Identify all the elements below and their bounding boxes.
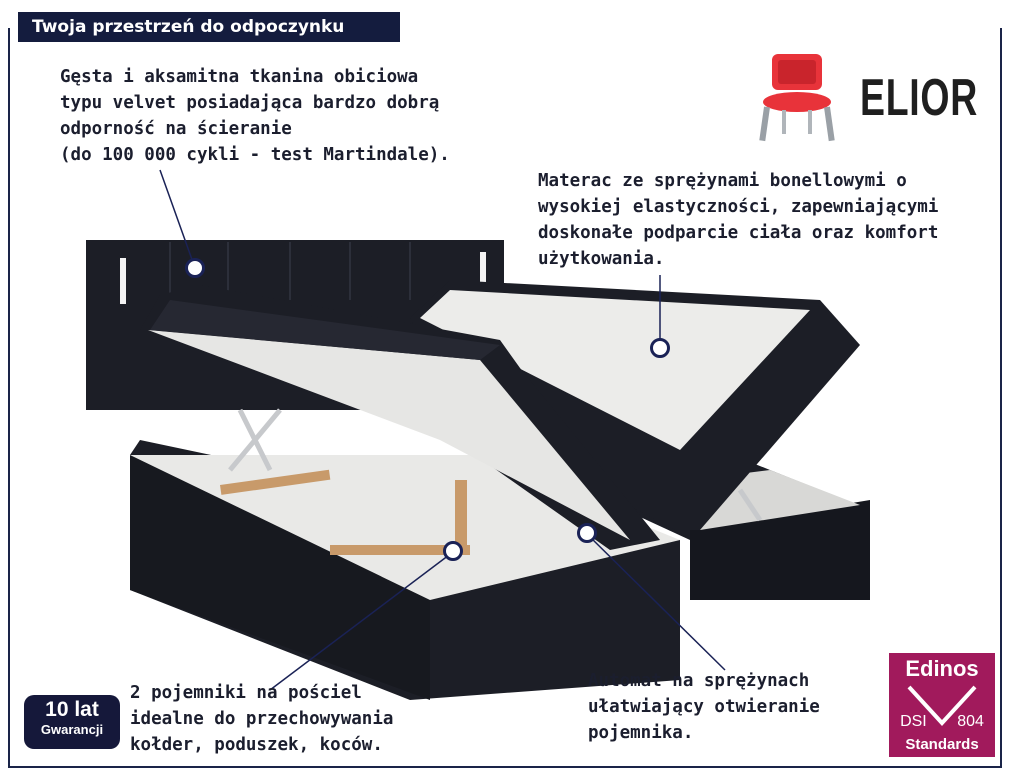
certificate-badge	[889, 653, 995, 757]
warranty-years: 10 lat	[45, 698, 99, 721]
callout-storage: 2 pojemniki na pościel idealne do przechowywania kołder, poduszek, koców.	[130, 683, 394, 755]
certificate-dsi: DSI	[900, 713, 927, 730]
marker-spring	[577, 523, 597, 543]
certificate-standards: Standards	[905, 736, 979, 753]
marker-mattress	[650, 338, 670, 358]
certificate-number: 804	[957, 713, 984, 730]
marker-fabric	[185, 258, 205, 278]
page-title: Twoja przestrzeń do odpoczynku	[18, 12, 400, 42]
certificate-name: Edinos	[905, 656, 979, 681]
callout-fabric: Gęsta i aksamitna tkanina obiciowa typu velvet posiadająca bardzo dobrą odporność na ścieranie (do 100 000 cykli - test Martindale).	[60, 67, 450, 165]
warranty-label: Gwarancji	[40, 722, 104, 737]
marker-storage	[443, 541, 463, 561]
warranty-badge	[24, 695, 120, 749]
brand-name: ELIOR	[860, 69, 979, 127]
callout-spring: Automat na sprężynach ułatwiający otwieranie pojemnika.	[588, 671, 820, 743]
callout-mattress: Materac ze sprężynami bonellowymi o wysokiej elastyczności, zapewniającymi doskonałe podparcie ciała oraz komfort użytkowania.	[538, 171, 939, 269]
